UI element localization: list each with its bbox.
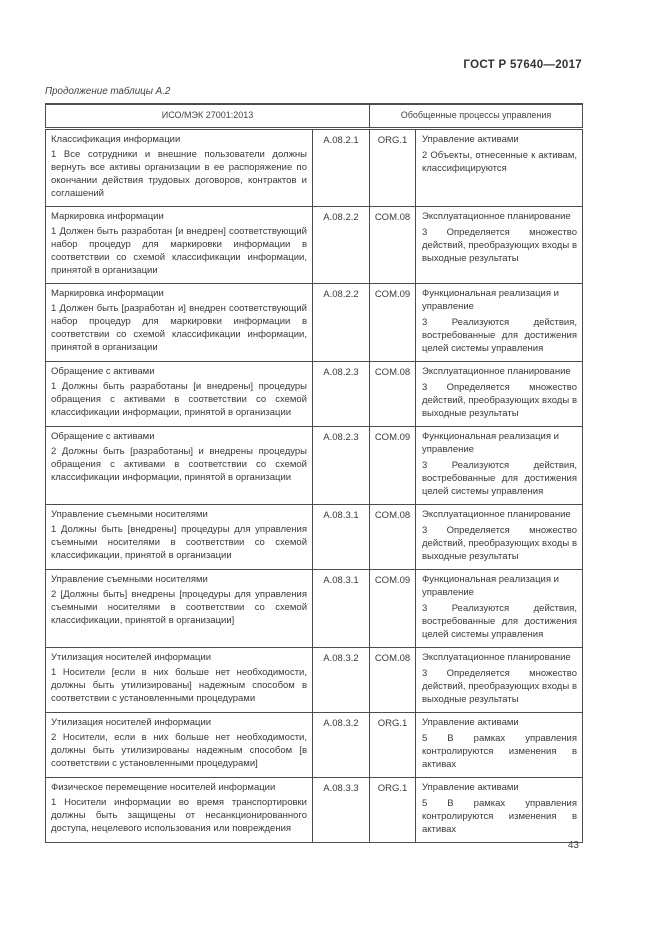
- iso-control-title: Утилизация носителей информации: [51, 717, 212, 728]
- table-row: [46, 713, 583, 778]
- document-reference: ГОСТ Р 57640—2017: [463, 59, 582, 71]
- process-cell: [416, 648, 583, 713]
- process-title: Функциональная реализация и управление: [422, 431, 559, 455]
- table-body: [46, 129, 583, 843]
- table-row: [46, 570, 583, 648]
- iso-control-title: Управление съемными носителями: [51, 574, 208, 585]
- table-header: [46, 104, 583, 129]
- iso-control-cell: [46, 129, 313, 207]
- iso-clause: A.08.3.2: [313, 648, 370, 713]
- process-code: COM.08: [370, 207, 416, 284]
- process-desc: 2 Объекты, отнесенные к активам, классифицируются: [422, 150, 578, 174]
- iso-clause: A.08.3.1: [313, 570, 370, 648]
- process-cell: [416, 427, 583, 505]
- process-cell: [416, 778, 583, 843]
- table-row: [46, 778, 583, 843]
- iso-control-title: Обращение с активами: [51, 366, 155, 377]
- process-title: Функциональная реализация и управление: [422, 574, 559, 598]
- iso-control-desc: 2 Должны быть [разработаны] и внедрены процедуры обращения с активами в соответствии со схемой классификации информации, принятой в организации: [51, 446, 307, 483]
- process-cell: [416, 129, 583, 207]
- iso-control-title: Маркировка информации: [51, 288, 164, 299]
- iso-control-desc: 1 Носители информации во время транспортировки должны быть защищены от несанкционированного доступа, нецелевого использования или повреждения: [51, 797, 307, 834]
- table-row: [46, 284, 583, 362]
- iso-clause: A.08.2.3: [313, 362, 370, 427]
- iso-clause: A.08.2.2: [313, 207, 370, 284]
- process-cell: [416, 284, 583, 362]
- process-cell: [416, 570, 583, 648]
- process-title: Управление активами: [422, 782, 519, 793]
- process-title: Эксплуатационное планирование: [422, 211, 571, 222]
- iso-control-title: Маркировка информации: [51, 211, 164, 222]
- iso-clause: A.08.3.3: [313, 778, 370, 843]
- iso-control-desc: 1 Должен быть разработан [и внедрен] соответствующий набор процедур для маркировки информации в соответствии со схемой классификации информации, принятой в организации: [51, 226, 307, 276]
- iso-control-title: Классификация информации: [51, 134, 181, 145]
- process-code: COM.08: [370, 505, 416, 570]
- process-cell: [416, 207, 583, 284]
- iso-control-title: Утилизация носителей информации: [51, 652, 212, 663]
- process-title: Эксплуатационное планирование: [422, 509, 571, 520]
- iso-control-cell: [46, 778, 313, 843]
- process-code: ORG.1: [370, 713, 416, 778]
- process-code: COM.09: [370, 284, 416, 362]
- iso-clause: A.08.2.2: [313, 284, 370, 362]
- process-desc: 5 В рамках управления контролируются изменения в активах: [422, 733, 578, 770]
- process-desc: 3 Определяется множество действий, преобразующих входы в выходные результаты: [422, 227, 578, 264]
- process-code: COM.09: [370, 427, 416, 505]
- process-title: Эксплуатационное планирование: [422, 652, 571, 663]
- process-code: ORG.1: [370, 129, 416, 207]
- iso-control-desc: 1 Носители [если в них больше нет необходимости, должны быть утилизированы] надежным способом в соответствии с установленными процедурами: [51, 667, 307, 704]
- process-cell: [416, 713, 583, 778]
- iso-control-cell: [46, 505, 313, 570]
- mapping-table: [45, 103, 583, 843]
- process-cell: [416, 505, 583, 570]
- iso-clause: A.08.2.1: [313, 129, 370, 207]
- iso-control-cell: [46, 648, 313, 713]
- process-desc: 3 Определяется множество действий, преобразующих входы в выходные результаты: [422, 525, 578, 562]
- process-desc: 3 Определяется множество действий, преобразующих входы в выходные результаты: [422, 668, 578, 705]
- process-cell: [416, 362, 583, 427]
- iso-control-cell: [46, 284, 313, 362]
- iso-control-desc: 2 Носители, если в них больше нет необходимости, должны быть утилизированы надежным способом [в соответствии с установленными процедурами]: [51, 732, 307, 769]
- iso-clause: A.08.2.3: [313, 427, 370, 505]
- header-iso: ИСО/МЭК 27001:2013: [46, 104, 370, 129]
- table-caption: Продолжение таблицы А.2: [45, 86, 171, 97]
- iso-control-cell: [46, 207, 313, 284]
- iso-control-cell: [46, 427, 313, 505]
- process-title: Управление активами: [422, 717, 519, 728]
- iso-control-desc: 1 Должен быть [разработан и] внедрен соответствующий набор процедур для маркировки информации в соответствии со схемой классификации информации, принятой в организации: [51, 303, 307, 353]
- iso-clause: A.08.3.2: [313, 713, 370, 778]
- iso-control-title: Управление съемными носителями: [51, 509, 208, 520]
- table-row: [46, 427, 583, 505]
- page-number: 43: [567, 840, 579, 851]
- process-code: COM.09: [370, 570, 416, 648]
- table-row: [46, 207, 583, 284]
- process-code: ORG.1: [370, 778, 416, 843]
- process-title: Функциональная реализация и управление: [422, 288, 559, 312]
- iso-control-cell: [46, 713, 313, 778]
- process-title: Управление активами: [422, 134, 519, 145]
- process-code: COM.08: [370, 648, 416, 713]
- iso-control-desc: 1 Должны быть [внедрены] процедуры для управления съемными носителями в соответствии со схемой классификации, принятой в организации: [51, 524, 307, 561]
- process-desc: 5 В рамках управления контролируются изменения в активах: [422, 798, 578, 835]
- table-row: [46, 648, 583, 713]
- iso-control-title: Обращение с активами: [51, 431, 155, 442]
- table-row: [46, 362, 583, 427]
- table-row: [46, 129, 583, 207]
- table-row: [46, 505, 583, 570]
- iso-clause: A.08.3.1: [313, 505, 370, 570]
- process-desc: 3 Реализуются действия, востребованные для достижения целей системы управления: [422, 603, 578, 640]
- process-desc: 3 Реализуются действия, востребованные для достижения целей системы управления: [422, 317, 578, 354]
- process-desc: 3 Определяется множество действий, преобразующих входы в выходные результаты: [422, 382, 578, 419]
- iso-control-desc: 2 [Должны быть] внедрены [процедуры для управления съемными носителями в соответствии со схемой классификации, принятой в организации]: [51, 589, 307, 626]
- iso-control-cell: [46, 570, 313, 648]
- header-processes: Обобщенные процессы управления: [370, 104, 583, 129]
- iso-control-desc: 1 Должны быть разработаны [и внедрены] процедуры обращения с активами в соответствии со схемой классификации информации, принятой в организации: [51, 381, 307, 418]
- iso-control-title: Физическое перемещение носителей информации: [51, 782, 276, 793]
- iso-control-desc: 1 Все сотрудники и внешние пользователи должны вернуть все активы организации в ее распоряжение по окончании действия трудовых договоров, контрактов и соглашений: [51, 149, 307, 199]
- process-code: COM.08: [370, 362, 416, 427]
- process-desc: 3 Реализуются действия, востребованные для достижения целей системы управления: [422, 460, 578, 497]
- process-title: Эксплуатационное планирование: [422, 366, 571, 377]
- iso-control-cell: [46, 362, 313, 427]
